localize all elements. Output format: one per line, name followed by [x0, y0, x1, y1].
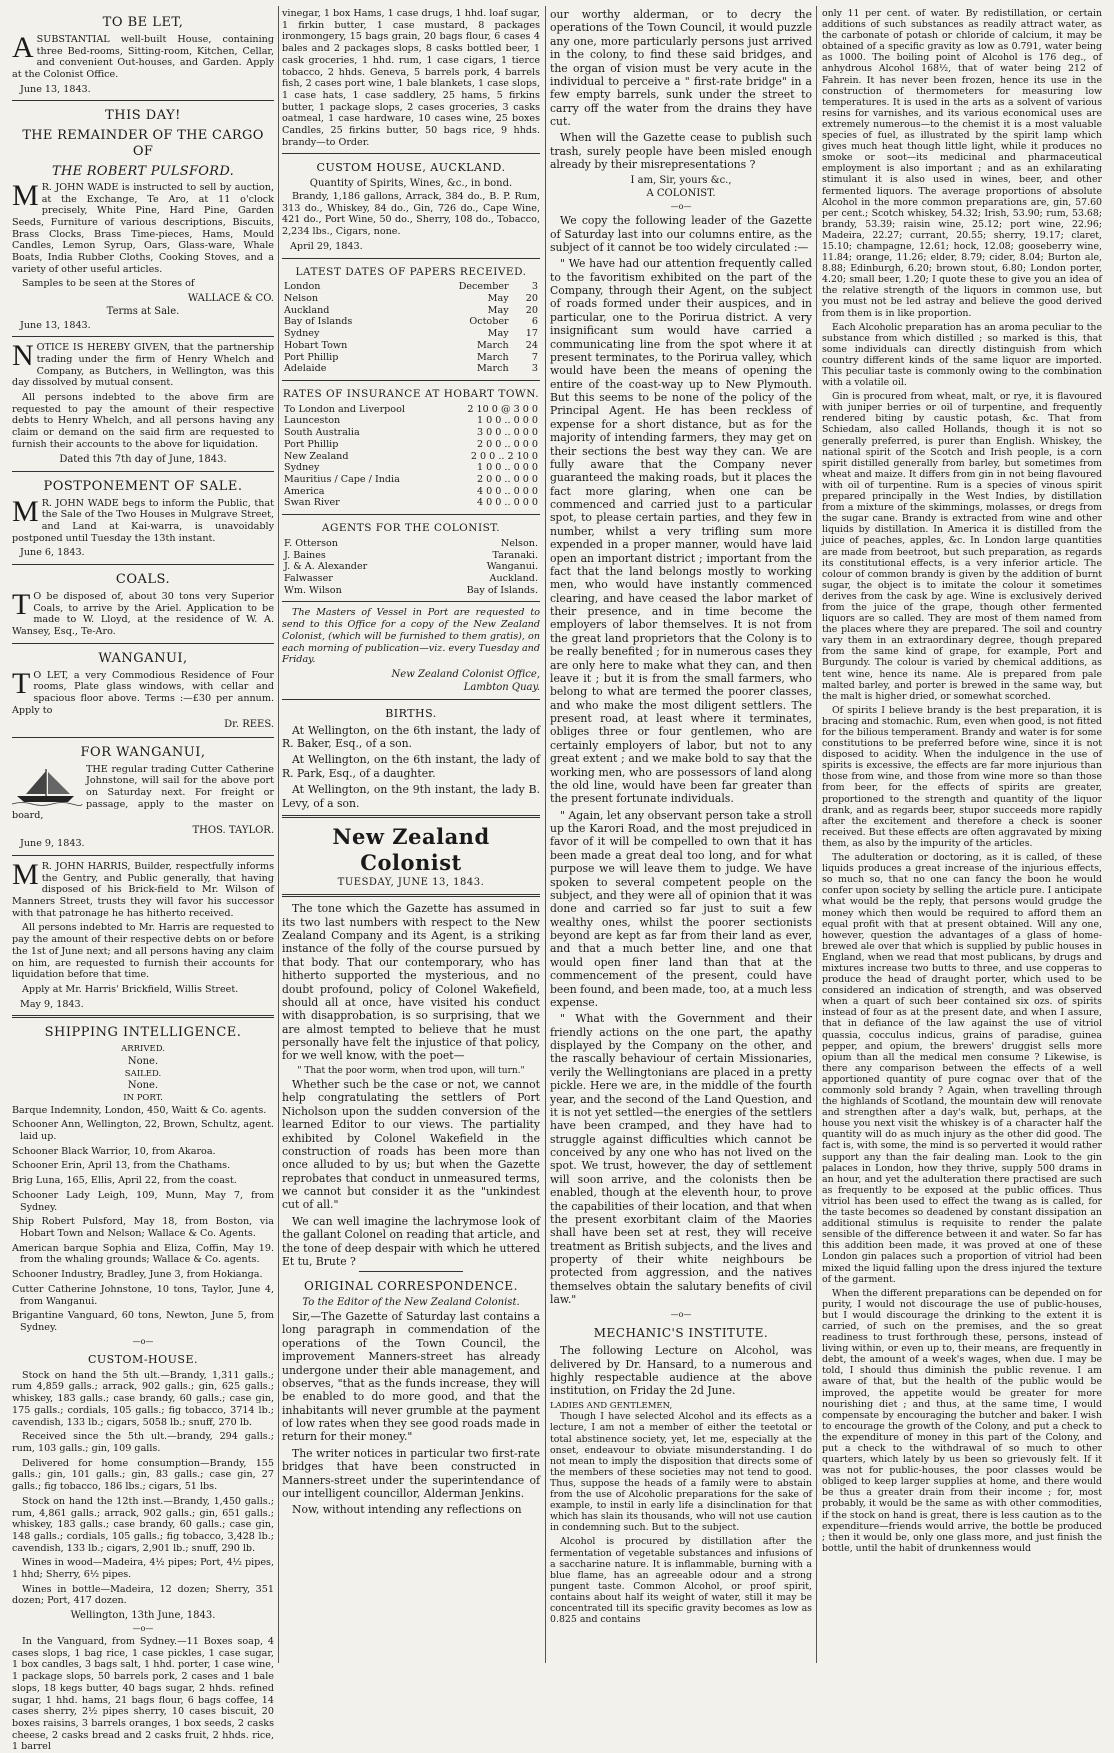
ad-date: May 9, 1843.: [20, 998, 84, 1010]
editorial: [282, 902, 540, 1268]
subheading: ARRIVED.: [121, 1044, 165, 1055]
table-cell: Auckland: [284, 304, 330, 316]
paragraph: " Again, let any observant person take a stroll up the Karori Road, and the most prejudiced in favor of it will be compelled to own that it has been made a great deal too long, and for what purpose we will leave them to judge. We have spoken to several competent people on the subject, and they were all of opinion that it was done and carried so far just to suit a few wealthy ones, whilst the poorer sectionists beyond are kept as far from their land as ever, and that a much better line, and one that would open finer land than that at the commencement of the present, could have been found, and been made, too, at a much less expense.: [550, 808, 812, 1009]
subheading: SAILED.: [124, 1068, 162, 1079]
table-cell: 20: [525, 293, 538, 305]
table-row: [282, 293, 540, 305]
subheading: Quantity of Spirits, Wines, &c., in bond.: [309, 177, 513, 189]
births-list: [282, 724, 540, 810]
table-row: [282, 538, 540, 550]
table-row: [282, 415, 540, 427]
paragraph: Brandy, 1,186 gallons, Arrack, 384 do., B. P. Rum, 313 do., Whiskey, 84 do., Gin, 726 do., Cape Wine, 421 do., Port Wine, 50 do., Sherry, 108 do., Tobacco, 2,234 lbs., Cigars, none.: [282, 191, 540, 238]
table-cell: 24: [525, 339, 538, 351]
ad-body: SUBSTANTIAL well-built House, containing three Bed-rooms, Sitting-room, Kitchen, Cellar, and convenient Out-houses, and Garden. Apply at the Colonist Office.: [12, 33, 274, 80]
table-cell: 20: [525, 304, 538, 316]
ship-entry: Brigantine Vanguard, 60 tons, Newton, June 5, from Sydney.: [12, 1310, 274, 1333]
table-cell: 2 0 0 .. 2 10 0: [470, 450, 538, 462]
paragraph: Stock on hand the 5th ult.—Brandy, 1,311 galls.; rum 4,859 galls.; arrack, 902 galls.; gin, 625 galls.; whiskey, 183 galls.; case brandy, 60 galls.; case gin, 175 galls.; cordials, 105 galls.; fig tobacco, 3714 lb.; cavendish, 133 lb.; cigars, 5058 lb.; snuff, 270 lb.: [12, 1369, 274, 1428]
heading: COALS.: [115, 572, 171, 588]
table-cell: 4 0 0 .. 0 0 0: [476, 485, 538, 497]
table-cell: 6: [531, 316, 538, 328]
table-cell: Adelaide: [284, 363, 327, 375]
column-rule: [816, 6, 817, 1663]
paragraph: Wines in wood—Madeira, 4½ pipes; Port, 4½ pipes, 1 hhd; Sherry, 6½ pipes.: [12, 1557, 274, 1581]
paragraph: Delivered for home consumption—Brandy, 155 galls.; gin, 101 galls.; gin, 83 galls.; case gin, 27 galls.; fig tobacco, 186 lbs.; cigars, 51 lbs.: [12, 1457, 274, 1493]
ship-entry: Brig Luna, 165, Ellis, April 22, from the coast.: [12, 1175, 237, 1187]
births: [282, 707, 540, 810]
paragraph: Received since the 5th ult.—brandy, 294 galls.; rum, 103 galls.; gin, 109 galls.: [12, 1431, 274, 1454]
paragraph: Now, without intending any reflections on: [292, 1503, 522, 1517]
table-cell: May: [487, 328, 509, 340]
address: To the Editor of the New Zealand Colonist.: [302, 1296, 520, 1308]
table-cell: Falwasser: [284, 573, 333, 584]
paragraph: " What with the Government and their friendly actions on the one part, the apathy displayed by the Company on the other, and the rascally behaviour of certain Missionaries, verily the Wellingtonians are placed in a pretty pickle. Here we are, in the middle of the fourth year, and the second of the Land Question, and it is not yet settled—the energies of the settlers have been cramped, and they have had to struggle against difficulties which cannot be conceived by any one who has not lived on the spot. We trust, however, the day of settlement will soon arrive, and the colonists then be enabled, though at the eleventh hour, to prove the capabilities of their location, and that when the present exorbitant claim of the Maories shall have been set at rest, they will receive treatment as British subjects, and the lives and property of their white neighbours be protected from aggression, and the natives themselves obtain the salutary benefits of civil law.": [550, 1012, 812, 1307]
birth-entry: At Wellington, on the 6th instant, the lady of R. Park, Esq., of a daughter.: [282, 753, 540, 780]
paragraph: Sir,—The Gazette of Saturday last contains a long paragraph in commendation of the operations of the Town Council, the improvement Manners-street has already undergone under their able management, and observes, "that as the funds increase, they will be enabled to do more good, and that the inhabitants will never grumble at the payment of low rates when they see good roads made in return for their money.": [282, 1310, 540, 1444]
shipping-intelligence: [12, 1025, 274, 1333]
table-cell: America: [284, 485, 325, 497]
paragraph: Though I have selected Alcohol and its effects as a lecture, I am not a member of either the teetotal or total abstinence society, yet, let me, especially at the onset, endeavour to obviate misunderstanding. I do not mean to imply the disposition that directs some of the members of these societies may not tend to good. Thus, suppose the heads of a family were to abstain from the use of Alcoholic preparations for the sake of example, to instil in early life a disinclination for that which has slain its thousands, who will not use caution in condemning such. But to the subject.: [550, 1411, 812, 1534]
drop-cap: N: [12, 339, 34, 373]
table-row: [282, 316, 540, 328]
paragraph: Each Alcoholic preparation has an aroma peculiar to the substance from which distilled ; so marked is this, that some individuals can directly distinguish from which country different kinds of the same liquor are imported. This peculiar taste is commonly owing to the combination with a volatile oil.: [822, 321, 1102, 389]
ship-entry: Schooner Black Warrior, 10, from Akaroa.: [12, 1145, 216, 1157]
ad-body: Apply at Mr. Harris' Brickfield, Willis Street.: [22, 983, 239, 995]
office-signature: Lambton Quay.: [463, 682, 540, 694]
ship-entry: American barque Sophia and Eliza, Coffin, May 19. from the whaling grounds; Wallace & Co. agents.: [12, 1242, 274, 1266]
office-signature: New Zealand Colonist Office,: [391, 668, 540, 680]
ad-date: June 6, 1843.: [20, 547, 85, 559]
drop-cap: M: [12, 178, 39, 212]
ad-this-day: [12, 108, 274, 331]
table-cell: To London and Liverpool: [284, 403, 405, 415]
table-cell: Auckland.: [489, 573, 538, 584]
ad-for-wanganui: [12, 745, 274, 850]
heading: AGENTS FOR THE COLONIST.: [321, 522, 501, 535]
ad-to-be-let: [12, 15, 274, 95]
paragraph: Whether such be the case or not, we cannot help congratulating the settlers of Port Nicholson upon the sudden conversion of the learned Editor to our views. The partiality exhibited by Colonel Wakefield in the construction of roads has been more than once alluded to by us; but when the Gazette reprobates that conduct in unmeasured terms, we cannot but consider it as the "unkindest cut of all.": [282, 1078, 540, 1212]
signature: I am, Sir, yours &c.,: [630, 174, 732, 186]
ship-entry: Schooner Ann, Wellington, 22, Brown, Schultz, agent. laid up.: [12, 1119, 274, 1143]
table-cell: Sydney: [284, 462, 320, 474]
ad-signature: Dr. REES.: [224, 719, 274, 731]
papers-received: [282, 266, 540, 375]
heading: TO BE LET,: [102, 15, 184, 30]
ad-signature: WALLACE & CO.: [187, 293, 274, 305]
column-4: [822, 8, 1102, 1661]
ad-body: THE regular trading Cutter Catherine Johnstone, will sail for the above port on Saturday next. For freight or passage, apply to the master on board,: [12, 763, 274, 822]
birth-entry: At Wellington, on the 9th instant, the lady B. Levy, of a son.: [282, 783, 540, 810]
masters-notice: The Masters of Vessel in Port are requested to send to this Office for a copy of the New Zealand Colonist, (which will be furnished to them gratis), on each morning of publication—viz. every Tuesday and Friday.: [282, 607, 540, 666]
table-cell: Sydney: [284, 328, 320, 340]
column-rule: [545, 6, 546, 1663]
ad-date: Dated this 7th day of June, 1843.: [59, 453, 227, 465]
column-2: [282, 8, 540, 1661]
salutation: LADIES AND GENTLEMEN,: [550, 1400, 673, 1411]
column-1: TO BE LET, A SUBSTANTIAL well-built House, containing three Bed-rooms, Sitting-room, Kitchen, Cellar, and convenient Out-houses, and Garden. Apply at the Colonist Office. June 13, 1843. THIS DAY! THE REMAINDER OF THE CARGO OF THE ROBERT PULSFORD. M R. JOHN WADE is instructed to sell by auction, at the Exchange, Te Aro, at 11 o'clock precisely, White Pine, Hard Pine, Garden Seeds, Furniture of various descriptions, Biscuits, Brass Clocks, Brass Time-pieces, Hams, Mould Candles, Lemon Syrup, Oars, Glass-ware, Whale Boats, India Rubber Cloths, Cooking Stoves, and a variety of other useful articles. Samples to be seen at the Stores of WALLACE & CO. Terms at Sale. June 13, 1843. N OTICE IS HEREBY GIVEN, that the partnership trading under the firm of Henry Whelch and Company, as Butchers, in Wellington, was this day dissolved by mutual consent. All persons indebted to the above firm are requested to pay the amount of their respective debts to Henry Whelch, and all persons having any claim or demand on the said firm are requested to furnish their accounts to the above for liquidation. Dated this 7th day of June, 1843. POSTPONEMENT OF SALE. M R. JOHN WADE begs to inform the Public, that the Sale of the Two Houses in Mulgrave Street, and Land at Kai-warra, is unavoidably postponed until Tuesday the 13th instant. June 6, 1843. COALS. T O be disposed of, about 30 tons very Superior Coals, to arrive by the Ariel. Application to be made to W. Lloyd, at the residence of W. A. Wansey, Esq., Te-Aro. WANGANUI, T O LET, a very Commodious Residence of Four rooms, Plate glass windows, with cellar and spacious floor above. Terms :—£30 per annum. Apply to Dr. REES. FOR WANGANUI, THE regular trading Cutter Catherine Johnstone, will sail for the above port on Saturday next. For freight or passage, apply to the master on board, THOS. TAYLOR. June 9, 1843. M R. JOHN HARRIS, Builder, respectfully informs the Gentry, and Public generally, that having disposed of his Brick-field to Mr. Wilson of Manners Street, trusts they will favor his successor with that patronage he has hitherto received. All persons indebted to Mr. Harris are requested to pay the amount of their respective debts on or before the 1st of June next; and all persons having any claim on him, are requested to furnish their accounts for liquidation before that time. Apply at Mr. Harris' Brickfield, Willis Street. May 9, 1843. SHIPPING INTELLIGENCE. ARRIVED. None. SAILED. None. IN PORT. Barque Indemnity, London, 450, Waitt & Co. agents. Schooner Ann, Wellington, 22, Brown, Schultz, agent. laid up. Schooner Black Warrior, 10, from Akaroa. Schooner Erin, April 13, from the Chathams. Brig Luna, 165, Ellis, April 22, from the coast. Schooner Lady Leigh, 109, Munn, May 7, from Sydney. Ship Robert Pulsford, May 18, from Boston, via Hobart Town and Nelson; Wallace & Co. Agents. American barque Sophia and Eliza, Coffin, May 19. from the whaling grounds; Wallace & Co. agents. Schooner Industry, Bradley, June 3, from Hokianga. Cutter Catherine Johnstone, 10 tons, Taylor, June 4, from Wanganui. Brigantine Vanguard, 60 tons, Newton, June 5, from Sydney. —o— CUSTOM-HOUSE. Stock on hand the 5th ult.—Brandy, 1,311 galls.; rum 4,859 galls.; arrack, 902 galls.; gin, 625 galls.; whiskey, 183 galls.; case brandy, 60 galls.; case gin, 175 galls.; cordials, 105 galls.; fig tobacco, 3714 lb.; cavendish, 133 lb.; cigars, 5058 lb.; snuff, 270 lb. Received since the 5th ult.—brandy, 294 galls.; rum, 103 galls.; gin, 109 galls. Delivered for home consumption—Brandy, 155 galls.; gin, 101 galls.; gin, 83 galls.; case gin, 27 galls.; fig tobacco, 186 lbs.; cigars, 51 lbs. Stock on hand the 12th inst.—Brandy, 1,450 galls.; rum, 4,861 galls.; arrack, 902 galls.; gin, 651 galls.; whiskey, 183 galls.; case brandy, 60 galls.; case gin, 148 galls.; cordials, 105 galls.; fig tobacco, 3,428 lb.; cavendish, 133 lb.; cigars, 2,901 lb.; snuff, 290 lb. Wines in wood—Madeira, 4½ pipes; Port, 4½ pipes, 1 hhd; Sherry, 6½ pipes. Wines in bottle—Madeira, 12 dozen; Sherry, 351 dozen; Port, 417 dozen. Wellington, 13th June, 1843. —o— In the Vanguard, from Sydney.—11 Boxes soap, 4 cases slops, 1 bag rice, 1 case pickles, 1 case sugar, 1 box candles, 3 bags salt, 1 hhd. porter, 1 case wine, 1 package slops, 50 barrels pork, 2 cases and 1 bale slops, 18 kegs butter, 40 bags sugar, 2 hhds. refined sugar, 1 hhd. hams, 21 bags flour, 6 bags coffee, 14 cases sherry, 2½ pipes sherry, 10 cases biscuit, 20 boxes raisins, 3 barrels oranges, 1 box seeds, 2 casks cheese, 2 casks bread and 2 casks fruit, 2 hhds. rice, 1 barrel: [12, 15, 274, 1753]
table-cell: J. & A. Alexander: [284, 561, 368, 573]
column-rule: [278, 6, 279, 1663]
paragraph: We copy the following leader of the Gazette of Saturday last into our columns entire, as the subject of it cannot be too widely circulated :—: [550, 214, 812, 254]
paragraph: The adulteration or doctoring, as it is called, of these liquids produces a great increase of the injurious effects, so much so, that no one can fancy the boon he would confer upon society by selling the article pure. I anticipate what would be the reply, that persons would grudge the money which then would be required to afford them an equal profit with that at present obtained. Will any one, however, question the advantages of a glass of home-brewed ale over that which is supplied by public houses in England, when we read that most publicans, by drugs and mixtures increase two butts to three, and use copperas to produce the head of draught porter, which used to be considered an indication of strength, and was observed when a quart of such beer contained six ozs. of spirits instead of four as at the present date, and when I assure, that in defiance of the law against the use of vitriol quassia, cocculus indicus, grains of paradise, guinea pepper, and opium, the brewers' druggist sells more opium than all the medical men consume ? Likewise, is there any comparison between the effects of a well apportioned quantity of pure cognac over that of the commonly sold brandy ? Again, when travelling through the highlands of Scotland, the mountain dew will renovate and strengthen after a day's walk, but, perhaps, at the house you next visit the whiskey is of a character half the quantity will do as much injury as the other did good. The fact is, with some, the mind is so perverted it would rather support any than the fair dealing man. Look to the gin palaces in London, how they thrive, supply 500 drams in an hour, and yet the adulteration there practised are such as frequently to be exposed at the public offices. Thus vitriol has been used to effect the twang as is called, for the taste becomes so deadened by constant dissipation an additional stimulus is requisite to render the palate sensible of the difference between it and water. So far has this addition been made, it was proved at one of these London gin palaces such a proportion of vitriol had been mixed the liquid falling upon the dress injured the texture of the garment.: [822, 852, 1102, 1285]
drop-cap: T: [12, 666, 31, 700]
paragraph: vinegar, 1 box Hams, 1 case drugs, 1 hhd. loaf sugar, 1 firkin butter, 1 case mustard, 8 packages ironmongery, 15 bags grain, 20 bags flour, 6 cases 4 bales and 2 packages slops, 8 casks bottled beer, 1 cask groceries, 1 hhd. rum, 1 case cigars, 1 tierce tobacco, 2 hhds. Geneva, 5 barrels pork, 4 barrels fish, 2 cases port wine, 1 bale blankets, 1 case slops, 1 case hats, 1 case saddlery, 25 hams, 5 firkins butter, 1 package slops, 2 cases groceries, 3 casks oatmeal, 1 case hardware, 10 cases wine, 25 boxes Candles, 25 firkins butter, 50 bags rice, 9 hhds. brandy—to Order.: [282, 8, 540, 148]
ad-body: R. JOHN WADE begs to inform the Public, that the Sale of the Two Houses in Mulgrave Street, and Land at Kai-warra, is unavoidably postponed until Tuesday the 13th instant.: [12, 497, 274, 544]
issue-date: TUESDAY, JUNE 13, 1843.: [337, 877, 485, 889]
ad-coals: [12, 572, 274, 638]
table-row: [282, 404, 540, 416]
table-cell: Nelson.: [500, 537, 538, 549]
table-cell: Wm. Wilson: [284, 584, 342, 596]
custom-house: CUSTOM-HOUSE. Stock on hand the 5th ult.—Brandy, 1,311 galls.; rum 4,859 galls.; arrack, 902 galls.; gin, 625 galls.; whiskey, 183 galls.; case brandy, 60 galls.; case gin, 175 galls.; cordials, 105 galls.; fig tobacco, 3714 lb.; cavendish, 133 lb.; cigars, 5058 lb.; snuff, 270 lb. Received since the 5th ult.—brandy, 294 galls.; rum, 103 galls.; gin, 109 galls. Delivered for home consumption—Brandy, 155 galls.; gin, 101 galls.; gin, 83 galls.; case gin, 27 galls.; fig tobacco, 186 lbs.; cigars, 51 lbs. Stock on hand the 12th inst.—Brandy, 1,450 galls.; rum, 4,861 galls.; arrack, 902 galls.; gin, 651 galls.; whiskey, 183 galls.; case brandy, 60 galls.; case gin, 148 galls.; cordials, 105 galls.; fig tobacco, 3,428 lb.; cavendish, 133 lb.; cigars, 2,901 lb.; snuff, 290 lb. Wines in wood—Madeira, 4½ pipes; Port, 4½ pipes, 1 hhd; Sherry, 6½ pipes. Wines in bottle—Madeira, 12 dozen; Sherry, 351 dozen; Port, 417 dozen. Wellington, 13th June, 1843. —o— In the Vanguard, from Sydney.—11 Boxes soap, 4 cases slops, 1 bag rice, 1 case pickles, 1 case sugar, 1 box candles, 3 bags salt, 1 hhd. porter, 1 case wine, 1 package slops, 50 barrels pork, 2 cases and 1 bale slops, 18 kegs butter, 40 bags sugar, 2 hhds. refined sugar, 1 hhd. hams, 21 bags flour, 6 bags coffee, 14 cases sherry, 2½ pipes sherry, 10 cases biscuit, 20 boxes raisins, 3 barrels oranges, 1 box seeds, 2 casks cheese, 2 casks bread and 2 casks fruit, 2 hhds. rice, 1 barrel: [12, 1353, 274, 1753]
lecture-continued: [822, 8, 1102, 1554]
heading: CUSTOM HOUSE, AUCKLAND.: [316, 161, 506, 175]
ad-terms: Terms at Sale.: [106, 306, 180, 318]
drop-cap: T: [12, 587, 31, 621]
table-row: [282, 340, 540, 352]
ad-body: OTICE IS HEREBY GIVEN, that the partnership trading under the firm of Henry Whelch and Company, as Butchers, in Wellington, was this day dissolved by mutual consent.: [12, 342, 274, 389]
table-cell: 3: [531, 363, 538, 375]
ad-body: O be disposed of, about 30 tons very Superior Coals, to arrive by the Ariel. Application to be made to W. Lloyd, at the residence of W. A. Wansey, Esq., Te-Aro.: [12, 590, 274, 638]
table-cell: Nelson: [284, 293, 319, 305]
table-cell: Wanganui.: [486, 561, 538, 573]
paragraph: Alcohol is procured by distillation after the fermentation of vegetable substances and infusions of a saccharine nature. It is inflammable, burning with a blue flame, has an agreeable odour and a strong pungent taste. Common Alcohol, or proof spirit, contains about half its weight of water, still it may be concentrated till its specific gravity becomes as low as 0.825 and contains: [550, 1536, 812, 1626]
table-cell: South Australia: [284, 427, 360, 439]
paragraph: Gin is procured from wheat, malt, or rye, it is flavoured with juniper berries or oil of turpentine, and frequently rendered biting by caustic potash, &c. That from Schiedam, also called Hollands, though it is not so generally preferred, is purer than English. Whiskey, the national spirit of the Scotch and Irish people, is a corn spirit distilled generally from barley, but sometimes from wheat and maize. It differs from gin in not being flavoured with oil of turpentine. Rum is a species of vinous spirit prepared principally in the West Indies, by distillation from a mixture of the skimmings, molasses, or dregs from the sugar cane. Brandy is extracted from wine and other liquids by distillation. In America it is distilled from the juice of peaches, apples, &c. In London large quantities are made from beetroot, but such preparation, as regards its constitutional effects, is a very inferior article. The colour of common brandy is given by the addition of burnt sugar, the object is to imitate the colour it sometimes derives from the cask by age. Wine is exclusively derived from the juice of the grape, though other fermented liquors are so called. They are most of them named from the places where they are prepared. The soil and country vary them in an extraordinary degree, though prepared from the same kind of grape, for example, Port and Burgundy. The colour is varied by chemical additions, as tent wine, hence its name. Ale is prepared from pale malted barley, and porter is brewed in the same way, but the malt is higher dried, or somewhat scorched.: [822, 391, 1102, 702]
table-cell: 17: [525, 328, 538, 340]
ad-body: All persons indebted to the above firm are requested to pay the amount of their respective debts to Henry Whelch, and all persons having any claim or demand on the said firm are requested to furnish their accounts to the above for liquidation.: [12, 392, 274, 450]
ship-entry: Schooner Lady Leigh, 109, Munn, May 7, from Sydney.: [12, 1189, 274, 1213]
table-row: [282, 352, 540, 364]
papers-table: [282, 281, 540, 375]
table-row: [282, 585, 540, 597]
agents: [282, 522, 540, 596]
table-cell: 1 0 0 .. 0 0 0: [476, 462, 538, 474]
table-row: [282, 451, 540, 463]
poem-quote: " That the poor worm, when trod upon, will turn.": [297, 1065, 525, 1076]
ship-entry: Cutter Catherine Johnstone, 10 tons, Taylor, June 4, from Wanganui.: [12, 1283, 274, 1307]
table-row: [282, 328, 540, 340]
paragraph: In the Vanguard, from Sydney.—11 Boxes soap, 4 cases slops, 1 bag rice, 1 case pickles, 1 case sugar, 1 box candles, 3 bags salt, 1 hhd. porter, 1 case wine, 1 package slops, 50 barrels pork, 2 cases and 1 bale slops, 18 kegs butter, 40 bags sugar, 2 hhds. refined sugar, 1 hhd. hams, 21 bags flour, 6 bags coffee, 14 cases sherry, 2½ pipes sherry, 10 cases biscuit, 20 boxes raisins, 3 barrels oranges, 1 box seeds, 2 casks cheese, 2 casks bread and 2 casks fruit, 2 hhds. rice, 1 barrel: [12, 1636, 274, 1753]
heading: FOR WANGANUI,: [80, 744, 206, 760]
heading: MECHANIC'S INSTITUTE.: [593, 1326, 769, 1341]
table-row: [282, 497, 540, 509]
table-cell: 7: [531, 351, 538, 363]
table-cell: October: [469, 316, 509, 328]
table-row: [282, 550, 540, 562]
column-3: our worthy alderman, or to decry the operations of the Town Council, it would puzzle any one, more particularly persons just arrived in the colony, to find these said bridges, and the organ of vision must be very acute in the individual to perceive a " first-rate bridge" in a few empty barrels, sunk under the street to carry off the water from the drains they have cut. When will the Gazette cease to publish such trash, surely people have been misled enough already by their misrepresentations ? I am, Sir, yours &c., A COLONIST. —o— We copy the following leader of the Gazette of Saturday last into our columns entire, as the subject of it cannot be too widely circulated :— " We have had our attention frequently called to the favoritism exhibited on the part of the Company, through their Agent, on the subject of roads formed under their auspices, and in particular, one to the Porirua district. A very insignificant sum would have carried a communicating line from the spot where it at present terminates, to the Porirua valley, which would have been the means of opening the entire of the coast-way up to New Plymouth. But this seems to be none of the policy of the Principal Agent. He has been reckless of expense for a short distance, but as for the majority of intending farmers, they may get on their sections the best way they can. We are fully aware that the Company never guaranteed the making roads, but it places the fact more glaring, when one can be commenced and carried just to a particular spot, to please certain parties, and they few in number, whilst a very trifling sum more expended in a proper manner, would have laid open an important district ; important from the fact that the land belongs mostly to working men, who would have instantly commenced clearing, and have ceased the labor market of their presence, and in time become the employers of labor themselves. It is not from the great land proprietors that the Colony is to be really benefited ; for in numerous cases they are only here to make what they can, and then leave it ; but it is from the small farmers, who belong to what are termed the poorer classes, and who make the most diligent settlers. The present road, at least where it terminates, obliges three or four gentlemen, who are certainly employers of labor, but not to any great extent ; and we make bold to say that the working men, who are possessors of land along the old line, would have been far greater than the present fortunate individuals. " Again, let any observant person take a stroll up the Karori Road, and the most prejudiced in favor of it will be compelled to own that it has been made a great deal too long, and for what purpose we will leave them to judge. We have spoken to several competent people on the subject, and they were all of opinion that it was done and carried so far just to suit a few wealthy ones, whilst the poorer sectionists beyond are kept as far from their land as ever, and that a much better line, and one that would open finer land than that at the commencement of the present, could have been found, and been made, too, at a much less expense. " What with the Government and their friendly actions on the one part, the apathy displayed by the Company on the other, and the rascally behaviour of certain Missionaries, verily the Wellingtonians are placed in a pretty pickle. Here we are, in the middle of the fourth year, and the second of the Land Question, and it is not yet settled—the energies of the settlers have been cramped, and they have had to struggle against difficulties which cannot be conceived by any one who has not lived on the spot. We trust, however, the day of settlement will soon arrive, and the colonists then be enabled, though at the eleventh hour, to prove the capabilities of their location, and that when the present exorbitant claim of the Maories shall have been set at rest, they will receive treatment as British subjects, and the lives and property of their white neighbours be protected from aggression, and the natives themselves obtain the salutary benefits of civil law." —o— MECHANIC'S INSTITUTE. The following Lecture on Alcohol, was delivered by Dr. Hansard, to a numerous and highly respectable audience at the above institution, on Friday the 2d June. LADIES AND GENTLEMEN, Though I have selected Alcohol and its effects as a lecture, I am not a member of either the teetotal or total abstinence society, yet, let me, especially at the onset, endeavour to obviate misunderstanding. I do not mean to imply the disposition that directs some of the members of these societies may not tend to good. Thus, suppose the heads of a family were to abstain from the use of Alcoholic preparations for the sake of example, to instil in early life a disinclination for that which has slain its thousands, who will not use caution in condemning such. But to the subject. Alcohol is procured by distillation after the fermentation of vegetable substances and infusions of a saccharine nature. It is inflammable, burning with a blue flame, has an agreeable odour and a strong pungent taste. Common Alcohol, or proof spirit, contains about half its weight of water, still it may be concentrated till its specific gravity becomes as low as 0.825 and contains: [550, 8, 812, 1626]
paragraph: Of spirits I believe brandy is the best preparation, it is bracing and stomachic. Rum, even when good, is not fitted for the bilious temperament. Brandy and water is for some constitutions to be preferred before wine, since it is not disposed to acidity. When the indulgence in the use of spirits is excessive, the effects are far more injurious than those from wine, and those from wine more so than those from beer, for the effects of spirits are greater, proportioned to the strength and quantity of the liquor drank, and as regards beer, stupor succeeds more rapidly after the excitement and therefore a check is sooner received. But these effects are often aggravated by mixing them, as also by the impurity of the articles.: [822, 704, 1102, 849]
table-row: [282, 486, 540, 498]
paragraph: Stock on hand the 12th inst.—Brandy, 1,450 galls.; rum, 4,861 galls.; arrack, 902 galls.; gin, 651 galls.; whiskey, 183 galls.; case brandy, 60 galls.; case gin, 148 galls.; cordials, 105 galls.; fig tobacco, 3,428 lb.; cavendish, 133 lb.; cigars, 2,901 lb.; snuff, 290 lb.: [12, 1495, 274, 1554]
ad-harris: [12, 857, 274, 1010]
table-cell: March: [476, 363, 509, 375]
ad-body: O LET, a very Commodious Residence of Four rooms, Plate glass windows, with cellar and spacious floor above. Terms :—£30 per annum. Apply to: [12, 669, 274, 716]
table-cell: Port Phillip: [284, 438, 339, 450]
table-cell: May: [487, 304, 509, 316]
drop-cap: A: [12, 30, 34, 64]
ad-date: June 13, 1843.: [20, 319, 91, 331]
table-cell: Mauritius / Cape / India: [284, 473, 400, 485]
paragraph: our worthy alderman, or to decry the operations of the Town Council, it would puzzle any one, more particularly persons just arrived in the colony, to find these said bridges, and the organ of vision must be very acute in the individual to perceive a " first-rate bridge" in a few empty barrels, sunk under the street to carry off the water from the drains they have cut.: [550, 8, 812, 128]
table-row: [282, 561, 540, 573]
heading: POSTPONEMENT OF SALE.: [43, 478, 243, 494]
table-cell: 2 0 0 .. 0 0 0: [476, 473, 538, 485]
ship-entry: Schooner Industry, Bradley, June 3, from Hokianga.: [12, 1269, 263, 1281]
table-cell: Bay of Islands: [284, 316, 353, 328]
heading: RATES OF INSURANCE AT HOBART TOWN.: [282, 387, 540, 400]
table-cell: 1 0 0 .. 0 0 0: [476, 415, 538, 427]
paragraph: When will the Gazette cease to publish such trash, surely people have been misled enough already by their misrepresentations ?: [550, 131, 812, 172]
paragraph: The writer notices in particular two first-rate bridges that have been constructed in Manners-street under the superintendance of our intelligent councillor, Alderman Jenkins.: [282, 1446, 540, 1500]
ad-date: June 13, 1843.: [20, 83, 91, 95]
ad-wanganui: [12, 651, 274, 732]
ship-list: [12, 1105, 274, 1334]
table-cell: 3: [531, 281, 538, 293]
table-cell: May: [487, 293, 509, 305]
ship-entry: Barque Indemnity, London, 450, Waitt & Co. agents.: [12, 1104, 267, 1116]
table-cell: March: [476, 339, 509, 351]
insurance-rates: [282, 388, 540, 509]
table-cell: March: [476, 351, 509, 363]
masthead: New Zealand Colonist: [332, 823, 490, 875]
drop-cap: M: [12, 494, 39, 528]
table-cell: F. Otterson: [284, 537, 338, 549]
ship-entry: Schooner Erin, April 13, from the Chathams.: [12, 1160, 231, 1172]
table-cell: Hobart Town: [284, 339, 348, 351]
table-row: [282, 573, 540, 585]
heading: BIRTHS.: [385, 707, 437, 721]
table-row: [282, 474, 540, 486]
table-cell: London: [284, 281, 321, 293]
text: None.: [127, 1080, 159, 1092]
table-cell: Launceston: [284, 415, 341, 427]
drop-cap: M: [12, 857, 39, 891]
paragraph: " We have had our attention frequently called to the favoritism exhibited on the part of the Company, through their Agent, on the subject of roads formed under their auspices, and in particular, one to the Porirua district. A very insignificant sum would have carried a communicating line from the spot where it at present terminates, to the Porirua valley, which would have been the means of opening the entire of the coast-way up to New Plymouth. But this seems to be none of the policy of the Principal Agent. He has been reckless of expense for a short distance, but as for the majority of intending farmers, they may get on their sections the best way they can. We are fully aware that the Company never guaranteed the making roads, but it places the fact more glaring, when one can be commenced and carried just to a particular spot, to please certain parties, and they few in number, whilst a very trifling sum more expended in a proper manner, would have laid open an important district ; important from the fact that the land belongs mostly to working men, who would have instantly commenced clearing, and have ceased the labor market of their presence, and in time become the employers of labor themselves. It is not from the great land proprietors that the Colony is to be really benefited ; for in numerous cases they are only here to make what they can, and then leave it ; but it is from the small farmers, who belong to what are termed the poorer classes, and who make the most diligent settlers. The present road, at least where it terminates, obliges three or four gentlemen, who are certainly employers of labor, but not to any great extent ; and we make bold to say that the working men, who are possessors of land along the old line, would have been far greater than the present fortunate individuals.: [550, 257, 812, 806]
birth-entry: At Wellington, on the 6th instant, the lady of R. Baker, Esq., of a son.: [282, 723, 540, 751]
table-cell: 3 0 0 .. 0 0 0: [476, 427, 538, 439]
table-row: [282, 305, 540, 317]
correspondence: [282, 1279, 540, 1516]
heading: THIS DAY!: [105, 108, 181, 124]
table-cell: J. Baines: [284, 549, 326, 561]
paragraph: Wines in bottle—Madeira, 12 dozen; Sherry, 351 dozen; Port, 417 dozen.: [12, 1583, 274, 1607]
ship-entry: Ship Robert Pulsford, May 18, from Boston, via Hobart Town and Nelson; Wallace & Co. Agents.: [12, 1216, 274, 1239]
ad-signature: THOS. TAYLOR.: [192, 825, 274, 837]
subheading: THE REMAINDER OF THE CARGO OF: [22, 128, 264, 160]
table-cell: December: [458, 281, 509, 293]
ad-date: June 9, 1843.: [20, 838, 85, 850]
paragraph: When the different preparations can be depended on for purity, I would not discourage the use of public-houses, but I would discourage the drinking to the extent it is carried, of such on the premises, and the so great readiness to trust forthrough these, persons, instead of living within, or even up to, their means, are frequently in debt, the amount of a week's wages, when due. I may be told, I should thus diminish the public revenue. I am aware of that, but the health of the public would be improved, the appetite would be greater for more nourishing diet ; and thus, at the same time, I would compensate by encouraging the butcher and baker. I wish to encourage the growth of the Colony, and put a check to the expenditure of money in this part of the Colony, and put a check to the withdrawal of so much to other quarters, which lately by us been so grievously felt. If it was not for public-houses, the poor classes would be obliged to keep larger supplies at home, and there would be thus a greater drain from their income ; for, most probably, it would be the same as with other commodities, if the stock on hand is great, there is less caution as to the expenditure—friends would arrive, the bottle be produced ; then it would be, only one glass more, and just finish the bottle, until the habit of drunkenness would: [822, 1287, 1102, 1554]
heading: ORIGINAL CORRESPONDENCE.: [303, 1279, 518, 1294]
paragraph: The following Lecture on Alcohol, was delivered by Dr. Hansard, to a numerous and highly respectable audience at the above institution, on Friday the 2d June.: [550, 1344, 812, 1398]
heading: SHIPPING INTELLIGENCE.: [44, 1025, 242, 1041]
signature: A COLONIST.: [646, 187, 716, 199]
paragraph: The tone which the Gazette has assumed in its two last numbers with respect to the New Zealand Company and its Agent, is a striking instance of the folly of the course pursued by that body. That our contemporary, who has hitherto supported the mysterious, and no doubt profound, policy of Colonel Wakefield, should all at once, have visited his conduct with disapprobation, is so surprising, that we are almost tempted to believe that he must personally have felt the injustice of that policy, for we well know, with the poet—: [282, 902, 540, 1063]
table-row: [282, 363, 540, 375]
ad-body: All persons indebted to Mr. Harris are requested to pay the amount of their respective debts on or before the 1st of June next; and all persons having any claim on him, are requested to furnish their accounts for liquidation before that time.: [12, 922, 274, 981]
table-row: [282, 439, 540, 451]
ad-body: R. JOHN WADE is instructed to sell by auction, at the Exchange, Te Aro, at 11 o'clock precisely, White Pine, Hard Pine, Garden Seeds, Furniture of various descriptions, Biscuits, Brass Clocks, Brass Time-pieces, Hams, Mould Candles, Lemon Syrup, Oars, Glass-ware, Whale Boats, India Rubber Cloths, Cooking Stoves, and a variety of other useful articles.: [12, 181, 274, 275]
table-row: [282, 281, 540, 293]
table-cell: New Zealand: [284, 450, 349, 462]
table-cell: Port Phillip: [284, 351, 339, 363]
signature: Wellington, 13th June, 1843.: [70, 1610, 216, 1622]
ad-notice: [12, 339, 274, 466]
text: None.: [127, 1055, 159, 1067]
heading: WANGANUI,: [98, 650, 188, 666]
paragraph: We can well imagine the lachrymose look of the gallant Colonel on reading that article, and the tone of deep despair with which he uttered Et tu, Brute ?: [282, 1214, 540, 1268]
custom-house-auckland: [282, 161, 540, 252]
table-cell: Bay of Islands.: [466, 584, 538, 596]
table-cell: 4 0 0 .. 0 0 0: [476, 497, 538, 509]
mechanics-institute: [550, 1326, 812, 1625]
table-cell: Swan River: [284, 497, 340, 509]
table-row: [282, 427, 540, 439]
table-cell: 2 0 0 .. 0 0 0: [476, 438, 538, 450]
subheading: THE ROBERT PULSFORD.: [51, 163, 235, 179]
table-cell: Taranaki.: [492, 549, 538, 561]
sailing-ship-icon: [12, 766, 82, 806]
ad-body: R. JOHN HARRIS, Builder, respectfully informs the Gentry, and Public generally, that having disposed of his Brick-field to Mr. Wilson of Manners Street, trusts they will favor his successor with that patronage he has hitherto received.: [12, 860, 274, 919]
heading: LATEST DATES OF PAPERS RECEIVED.: [295, 265, 527, 278]
agents-table: [282, 538, 540, 597]
table-cell: 2 10 0 @ 3 0 0: [467, 403, 538, 415]
paragraph: only 11 per cent. of water. By redistillation, or certain additions of such substances as readily attract water, as the carbonate of potash or chloride of calcium, it may be obtained of a specific gravity as low as 0.791, water being as 1000. The boiling point of Alcohol is 176 deg., of anhydrous Alcohol 168½, that of water being 212 of Fahrein. It has never been frozen, hence its use in the construction of thermometers for measuring low temperatures. It is used in the arts as a solvent of various resins for varnishes, and its various economical uses are extremely numerous—to the chemist it is a most valuable species of fuel, as illustrated by the spirit lamp which gives much heat though little light, while it produces no smoke or soot—its medicinal and pharmaceutical employment is also important ; and as an exhilarating stimulant it is also used in wines, beer, and other fermented liquors. The average proportions of absolute Alcohol in the more common preparations are, gin, 57.60 per cent.; Scotch whiskey, 54.32; Irish, 53.90; rum, 53.68; brandy, 53.39; raisin wine, 25.12; port wine, 22.96; Madeira, 22.27; currant, 20.55; sherry, 19.17; claret, 15.10; champagne, 12.61; hock, 12.08; gooseberry wine, 11.84; orange, 11.26; elder, 8.79; cider, 8.04; Burton ale, 8.88; Edinburgh, 6.20; brown stout, 6.80; London porter, 4.20; small beer, 1.20; I quote these to give you an idea of the relative strength of the liquors in common use, but you must not be led astray and believe the good derived from them is in like proportion.: [822, 8, 1102, 319]
subheading: IN PORT.: [123, 1093, 163, 1104]
date: April 29, 1843.: [290, 240, 363, 252]
heading: CUSTOM-HOUSE.: [87, 1353, 198, 1367]
ad-text: Samples to be seen at the Stores of: [22, 278, 195, 290]
table-row: [282, 462, 540, 474]
custom-paragraphs: [12, 1370, 274, 1607]
insurance-table: [282, 404, 540, 509]
ad-postponement: [12, 479, 274, 559]
